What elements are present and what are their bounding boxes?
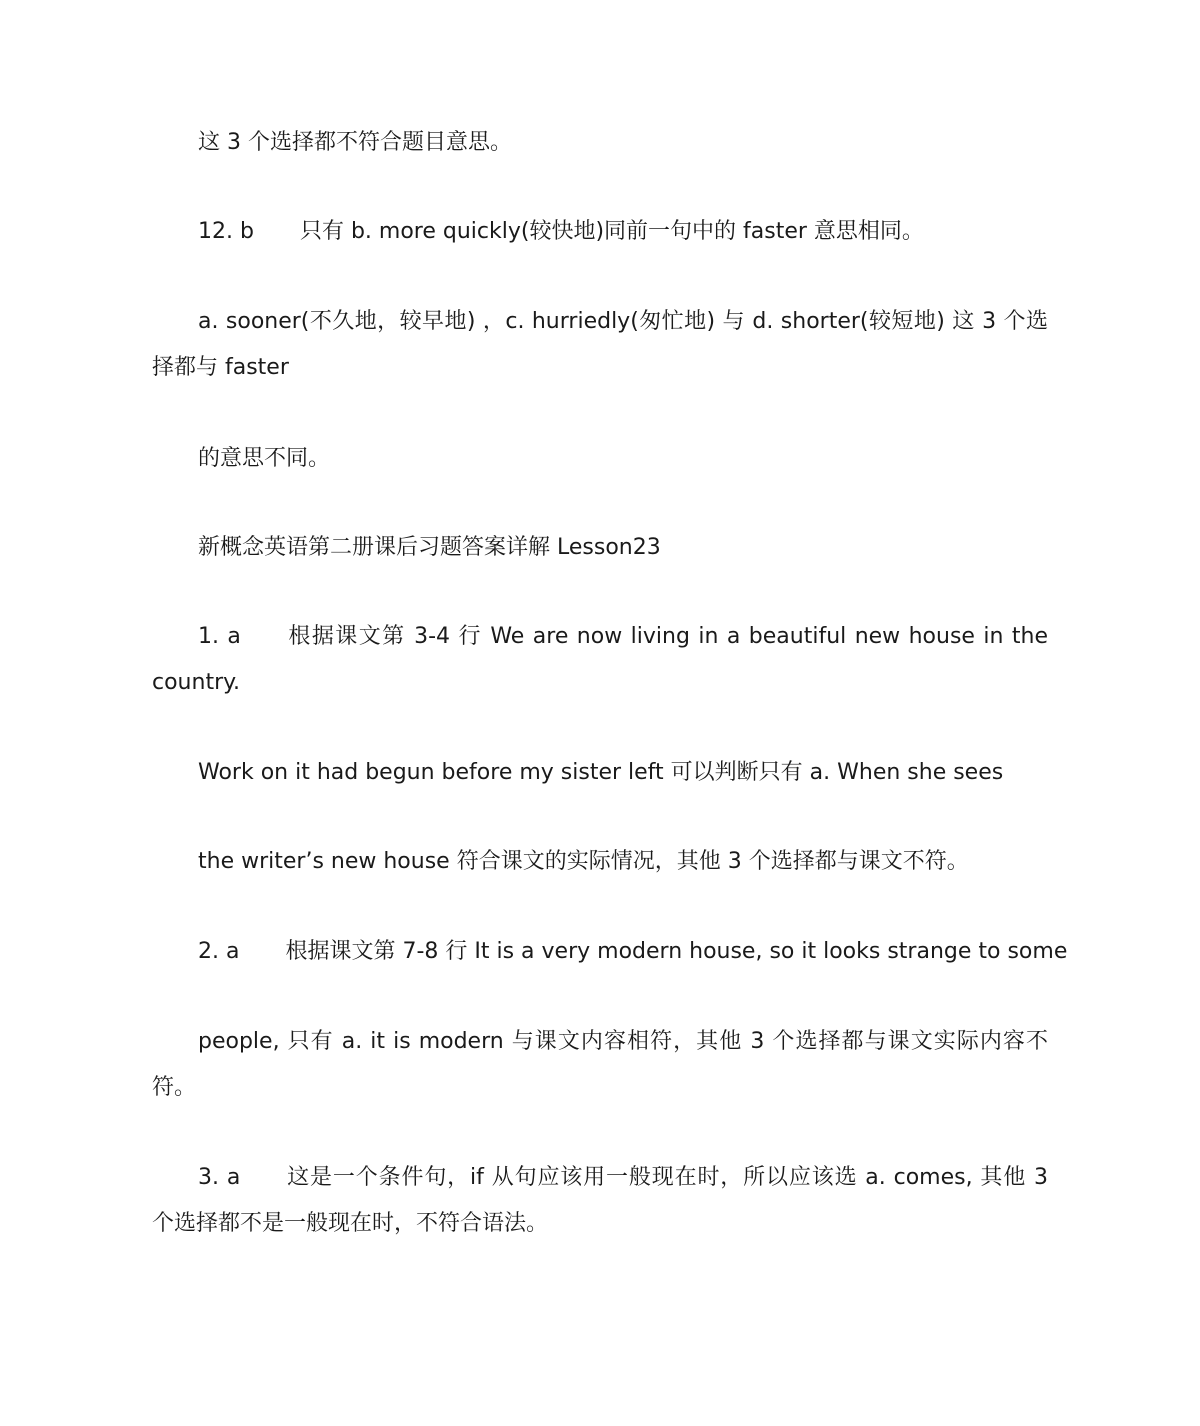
paragraph-line: people, 只有 a. it is modern 与课文内容相符，其他 3 个选择都与课文实际内容不 [198, 1029, 1048, 1054]
answer-explanation: 根据课文第 3-4 行 We are now living in a beautiful new house in the [286, 624, 1048, 649]
paragraph-line: country. [152, 670, 240, 695]
paragraph-line: 符。 [152, 1075, 197, 1100]
paragraph-text: the writer’s new house 符合课文的实际情况，其他 3 个选择都与课文不符。 [198, 849, 969, 874]
answer-item-2 [152, 929, 1068, 975]
answer-label: 12. b [198, 219, 254, 244]
answer-explanation: 这是一个条件句，if 从句应该用一般现在时，所以应该选 a. comes, 其他 3 [286, 1165, 1048, 1190]
paragraph-text: 这 3 个选择都不符合题目意思。 [198, 130, 512, 155]
paragraph-line: a. sooner(不久地，较早地) ，c. hurriedly(匆忙地) 与 d. shorter(较短地) 这 3 个选 [198, 309, 1048, 334]
answer-label: 2. a [198, 939, 240, 964]
answer-explanation: 根据课文第 7-8 行 It is a very modern house, so it looks strange to some [285, 939, 1068, 964]
answer-explanation: 只有 b. more quickly(较快地)同前一句中的 faster 意思相同。 [299, 219, 924, 244]
answer-label: 1. a [198, 624, 241, 649]
paragraph-line: 个选择都不是一般现在时，不符合语法。 [152, 1211, 549, 1236]
paragraph-text: Work on it had begun before my sister left 可以判断只有 a. When she sees [198, 760, 1004, 785]
answer-item-1 [152, 614, 1048, 660]
answer-label: 3. a [198, 1165, 241, 1190]
paragraph-text: 的意思不同。 [198, 446, 331, 471]
section-heading: 新概念英语第二册课后习题答案详解 Lesson23 [198, 535, 661, 560]
answer-item-12 [152, 209, 1048, 255]
answer-item-3 [152, 1155, 1048, 1201]
paragraph-line: 择都与 faster [152, 355, 289, 380]
